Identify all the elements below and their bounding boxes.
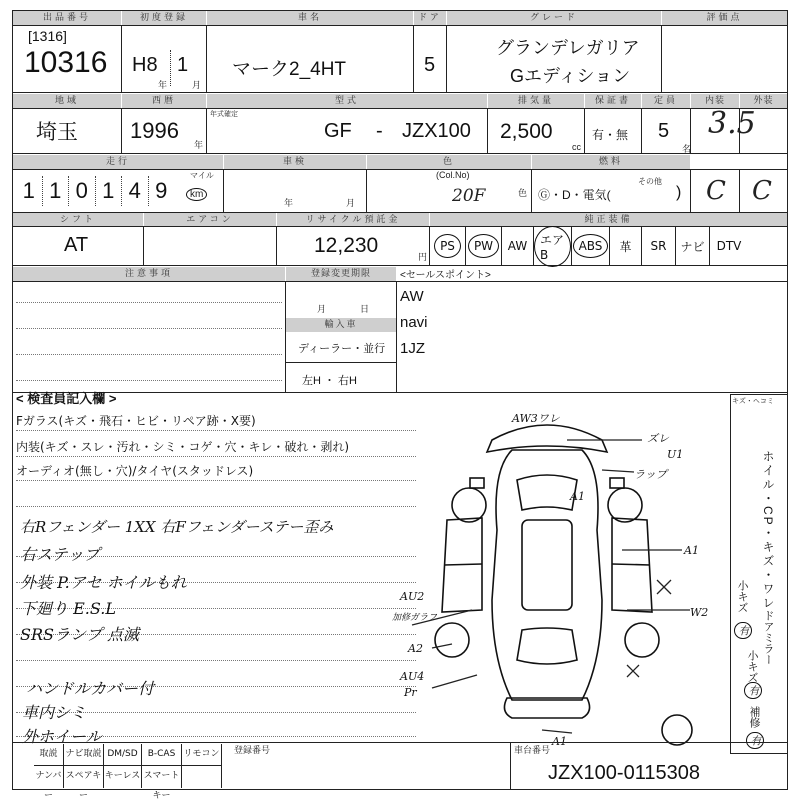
right-item-3-mark: 有 [746,732,764,749]
remark-3: 外装 P.アセ ホイルもれ [20,573,187,592]
chassis-label: 車台番号 [514,745,551,755]
car-name: マーク2_4HT [232,59,347,80]
equipment-option-label: AW [507,239,528,253]
header-inspection: 車検 [224,155,366,169]
footer-equipment-item: ナビ取説 [64,744,104,766]
yen-unit: 円 [418,252,428,262]
type-dash: - [376,120,383,142]
sales-point: AW [400,288,424,305]
import-divider [286,362,396,363]
inspector-title: < 検査員記入欄 > [16,391,117,406]
remark-7: 車内シミ [22,703,87,722]
equipment-option-label: エアB [534,226,571,267]
chassis-number: JZX100-0115308 [548,762,700,784]
inspector-line-2: 内装(キズ・スレ・汚れ・シミ・コゲ・穴・キレ・破れ・剥れ) [16,440,350,454]
deadline-month: 月 [317,304,327,314]
reg-month: 1 [177,54,189,76]
reg-divider [170,50,171,86]
cc-unit: cc [572,142,581,152]
header-color: 色 [367,155,531,169]
remark-6: ハンドルカバー付 [26,679,155,698]
type-prefix: GF [324,120,352,142]
header-notes: 注意事項 [13,267,285,281]
doors-value: 5 [424,54,436,76]
header-import: 輸入車 [286,318,396,332]
footer-equipment-item: 取説 [34,744,64,766]
unit-mile: マイル [190,171,214,180]
equipment-option-label: 革 [619,239,632,254]
steering: 左H ・ 右H [302,375,357,387]
inspection-tsuki: 月 [346,198,356,208]
equipment-option [676,226,710,266]
shift-value: AT [64,234,89,256]
diagram-body [492,450,602,700]
mileage-digit: 9 [155,178,168,203]
header-fuel: 燃料 [532,155,690,169]
diagram-front-bumper [487,425,607,452]
right-item-2-sub: 小キズ [746,650,758,683]
footer-equipment-item: DM/SD [104,744,142,766]
diagram-wheel-fr [608,488,642,522]
mark-a1-right: A1 [684,544,699,557]
mark-au4: AU4 [400,670,425,683]
lot-prefix: [1316] [28,28,67,44]
deadline-day: 日 [360,304,370,314]
grade-line-2: Gエディション [510,66,631,86]
equipment-option [710,226,748,266]
aircon-cell [143,226,277,266]
right-column-header: キズ・ヘコミ [732,398,774,405]
header-mileage: 走行 [13,155,223,169]
mark-u1: U1 [667,448,684,461]
remark-4: 下廻り E.S.L [20,599,116,618]
header-type: 型式 [207,94,487,108]
remark-8: 外ホイール [22,727,102,746]
equipment-option [534,226,572,266]
fuel-other: その他 [638,177,662,186]
year-nen-label: 年 [194,140,204,150]
diagram-wheel-rr [625,623,659,657]
right-item-2-mark: 有 [744,682,762,699]
right-item-2: ドアミラー [762,610,774,665]
equipment-option-label: SR [650,239,667,253]
equipment-option [502,226,534,266]
header-lot: 出品番号 [13,11,121,25]
mileage-digit: 4 [122,176,149,206]
mark-pr: Pr [404,686,417,699]
header-capacity: 定員 [642,94,690,108]
score-value: 3.5 [708,106,756,141]
header-region: 地域 [13,94,121,108]
right-item-1: 小キズ [736,580,748,613]
mileage-digit: 0 [69,176,96,206]
equipment-option-label: ナビ [680,239,705,254]
header-car-name: 車名 [207,11,413,25]
header-aircon: エアコン [144,213,276,227]
inspection-nen: 年 [284,198,294,208]
diagram-rear-window [517,628,577,664]
footer-equipment-item: スマートキー [142,766,182,788]
year-value: 1996 [130,118,179,143]
import-type: ディーラー・並行 [298,343,386,355]
recycle-fee: 12,230 [314,234,379,257]
equipment-option-label: PW [468,234,499,258]
right-item-1-mark: 有 [734,622,752,639]
diagram-rear-bumper [504,698,589,718]
color-value: 20F [452,186,486,206]
reg-nen-label: 年 [158,80,168,90]
fuel-close: ) [676,184,682,201]
reg-tsuki-label: 月 [192,80,202,90]
year-fixed-note: 年式確定 [210,111,238,118]
reg-era: H8 [132,54,158,76]
sales-point: navi [400,314,428,331]
score-cell [661,25,788,93]
auction-sheet [12,10,788,801]
header-exterior: 外装 [740,94,787,108]
equipment-option [610,226,642,266]
mark-aw3: AW3ワレ [512,412,560,425]
remark-5: SRSランプ 点滅 [20,625,140,644]
header-shift: シフト [13,213,143,227]
car-diagram [372,400,722,750]
sales-points-title: <セールスポイント> [400,270,491,281]
footer-equipment-item: キーレス [104,766,142,788]
mark-w2: W2 [690,606,709,619]
right-item-3: 補修 [748,706,760,728]
interior-grade-value: C [706,176,726,206]
fuel-options: Ⓖ・D・電気( [538,188,611,202]
notes-cell [12,281,286,393]
mileage-digit: 1 [43,176,70,206]
equipment-option [430,226,466,266]
remark-1: 右Rフェンダー 1XX 右Fフェンダーステー歪み [20,518,334,536]
footer-equipment-item: リモコン [182,744,222,766]
header-interior: 内装 [691,94,739,108]
equipment-option [572,226,610,266]
grade-line-1: グランデレガリア [496,38,640,58]
right-column [730,394,788,754]
exterior-grade-value: C [752,176,772,206]
header-seireki: 西暦 [122,94,206,108]
equipment-option-label: DTV [716,239,742,253]
diagram-wheel-rl [435,623,469,657]
mark-zure: ズレ [647,432,669,445]
footer-equipment-item: スペアキー [64,766,104,788]
diagram-wheel-spare [662,715,692,745]
header-score: 評価点 [662,11,787,25]
inspector-line-3: オーディオ(無し・穴)/タイヤ(スタッドレス) [16,464,254,478]
footer-equipment-item: B-CAS [142,744,182,766]
color-char: 色 [518,188,528,198]
diagram-wheel-fl [452,488,486,522]
warranty-value: 有・無 [592,128,629,142]
type-code: JZX100 [402,120,471,142]
mileage-digit: 1 [16,176,43,206]
equipment-option-label: PS [434,234,461,258]
footer-divider [510,742,511,790]
header-equipment: 純正装備 [430,213,787,227]
header-grade: グレード [447,11,661,25]
capacity-unit: 名 [682,144,692,154]
mark-a1-hood: A1 [570,490,585,503]
mileage-digits [16,176,174,206]
mileage-digit: 1 [96,176,123,206]
footer-equipment-item [182,766,222,788]
mark-a1-rear: A1 [552,735,567,748]
region-value: 埼玉 [36,121,78,144]
header-displacement: 排気量 [488,94,584,108]
unit-km: km [186,188,207,201]
mark-a2: A2 [408,642,423,655]
mark-repair: 加修ガラフ [392,613,438,623]
header-warranty: 保証書 [585,94,641,108]
equipment-option-label: ABS [573,234,609,258]
color-no-label: (Col.No) [436,170,470,180]
sales-point: 1JZ [400,340,426,357]
lot-number: 10316 [24,46,108,79]
right-vertical-text: ホイル・CP・キズ・ワレ [761,450,775,611]
footer-equipment-item: ナンバー [34,766,64,788]
inspector-line-1: Fガラス(キズ・飛石・ヒビ・リペア跡・X要) [16,414,256,428]
header-doors: ドア [414,11,446,25]
equipment-option [466,226,502,266]
diagram-windshield [517,475,577,510]
capacity-value: 5 [658,120,670,142]
remark-2: 右ステップ [20,545,100,564]
mark-au2: AU2 [400,590,425,603]
header-recycle: リサイクル預託金 [277,213,429,227]
equipment-option [642,226,676,266]
sales-points-cell [396,281,788,393]
diagram-roof [522,520,572,610]
mark-lap: ラップ [634,468,667,481]
header-reg-deadline: 登録変更期限 [286,267,396,281]
sales-points-list [400,284,428,362]
reg-number-label: 登録番号 [234,745,271,755]
displacement-value: 2,500 [500,120,553,143]
header-first-reg: 初度登録 [122,11,206,25]
